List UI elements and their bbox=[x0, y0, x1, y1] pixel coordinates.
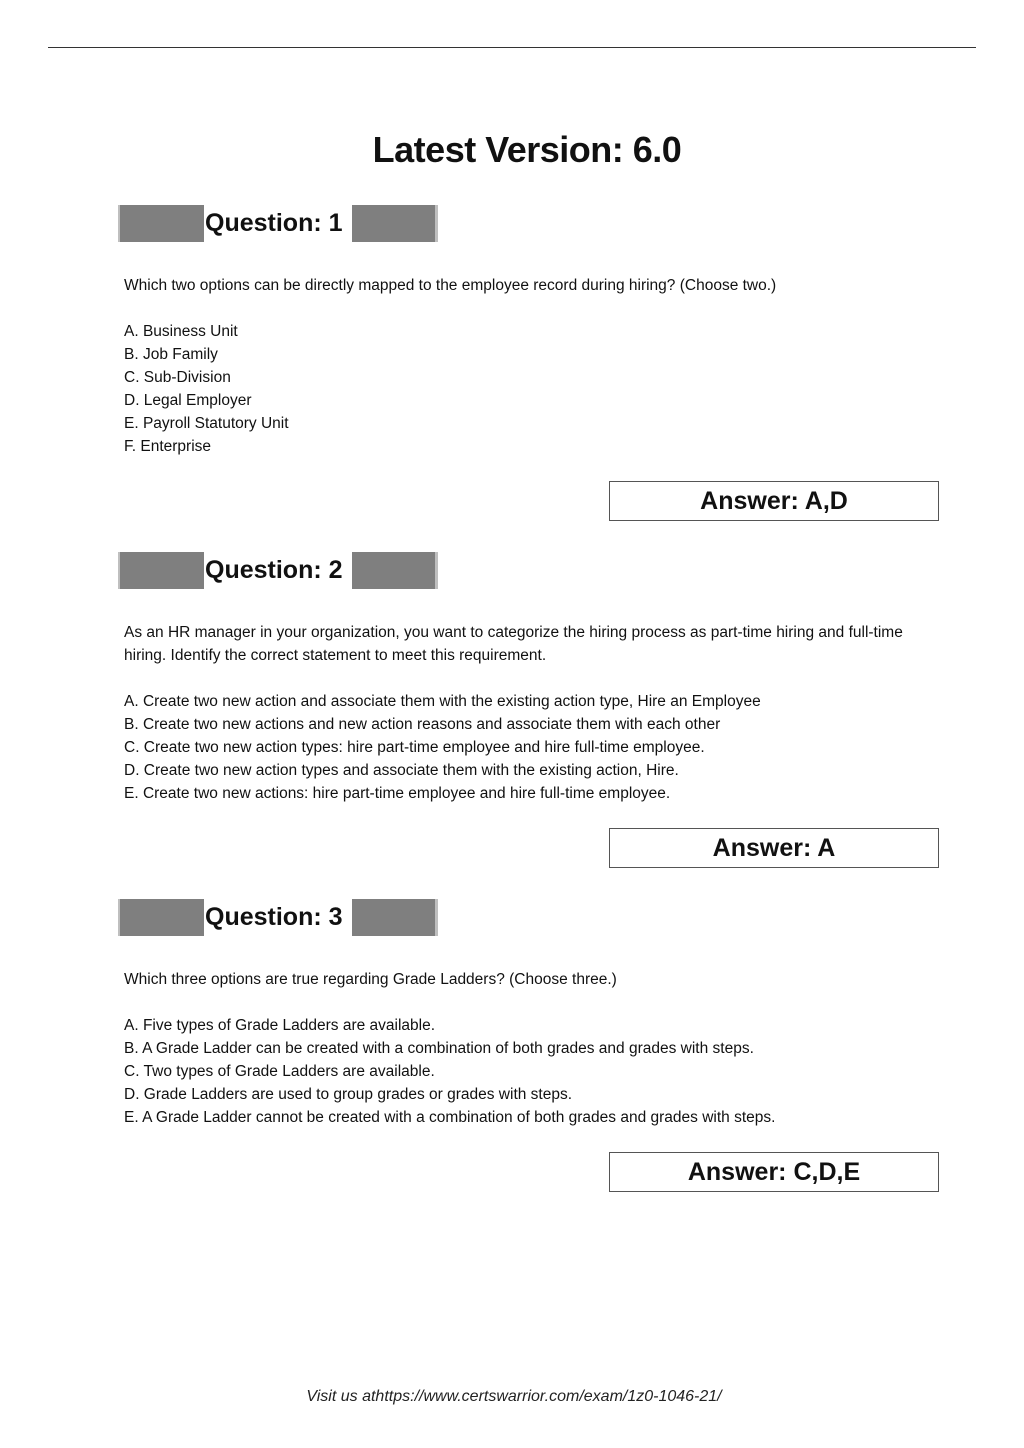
question-3-options bbox=[124, 1014, 944, 1129]
option-e: E. A Grade Ladder cannot be created with a combination of both grades and grades with steps. bbox=[124, 1109, 776, 1126]
question-3-label: Question: 3 bbox=[204, 899, 353, 936]
top-divider bbox=[48, 47, 976, 48]
option-b: B. A Grade Ladder can be created with a combination of both grades and grades with steps. bbox=[124, 1040, 754, 1057]
option-c: C. Create two new action types: hire part-time employee and hire full-time employee. bbox=[124, 739, 705, 756]
question-3-answer: Answer: C,D,E bbox=[609, 1152, 939, 1192]
option-a: A. Business Unit bbox=[124, 323, 238, 340]
option-e: E. Create two new actions: hire part-time employee and hire full-time employee. bbox=[124, 785, 671, 802]
header-bar-left bbox=[118, 205, 205, 242]
header-bar-left bbox=[118, 552, 205, 589]
option-d: D. Legal Employer bbox=[124, 392, 252, 409]
option-b: B. Create two new actions and new action reasons and associate them with each other bbox=[124, 716, 721, 733]
question-3-header bbox=[118, 899, 438, 936]
option-e: E. Payroll Statutory Unit bbox=[124, 415, 289, 432]
option-a: A. Create two new action and associate them with the existing action type, Hire an Employee bbox=[124, 693, 761, 710]
option-a: A. Five types of Grade Ladders are available. bbox=[124, 1017, 436, 1034]
header-bar-right bbox=[352, 899, 438, 936]
question-2-header bbox=[118, 552, 438, 589]
question-3-text: Which three options are true regarding Grade Ladders? (Choose three.) bbox=[124, 971, 617, 988]
header-bar-right bbox=[352, 205, 438, 242]
option-c: C. Two types of Grade Ladders are available. bbox=[124, 1063, 435, 1080]
question-1-options bbox=[124, 320, 944, 458]
question-2-answer: Answer: A bbox=[609, 828, 939, 868]
header-bar-right bbox=[352, 552, 438, 589]
question-2-label: Question: 2 bbox=[204, 552, 353, 589]
option-b: B. Job Family bbox=[124, 346, 218, 363]
question-1-label: Question: 1 bbox=[204, 205, 353, 242]
option-d: D. Create two new action types and associate them with the existing action, Hire. bbox=[124, 762, 679, 779]
option-f: F. Enterprise bbox=[124, 438, 212, 455]
page-title: Latest Version: 6.0 bbox=[372, 129, 682, 170]
question-1-answer: Answer: A,D bbox=[609, 481, 939, 521]
question-1-header bbox=[118, 205, 438, 242]
header-bar-left bbox=[118, 899, 205, 936]
question-1-text: Which two options can be directly mapped to the employee record during hiring? (Choose two.) bbox=[124, 277, 777, 294]
question-2-options bbox=[124, 690, 944, 805]
question-2-text: As an HR manager in your organization, you want to categorize the hiring process as part-time hiring and full-time hiring. Identify the correct statement to meet this requirement. bbox=[124, 624, 903, 664]
option-d: D. Grade Ladders are used to group grades or grades with steps. bbox=[124, 1086, 573, 1103]
footer-link[interactable]: Visit us athttps://www.certswarrior.com/exam/1z0-1046-21/ bbox=[306, 1388, 722, 1405]
option-c: C. Sub-Division bbox=[124, 369, 231, 386]
